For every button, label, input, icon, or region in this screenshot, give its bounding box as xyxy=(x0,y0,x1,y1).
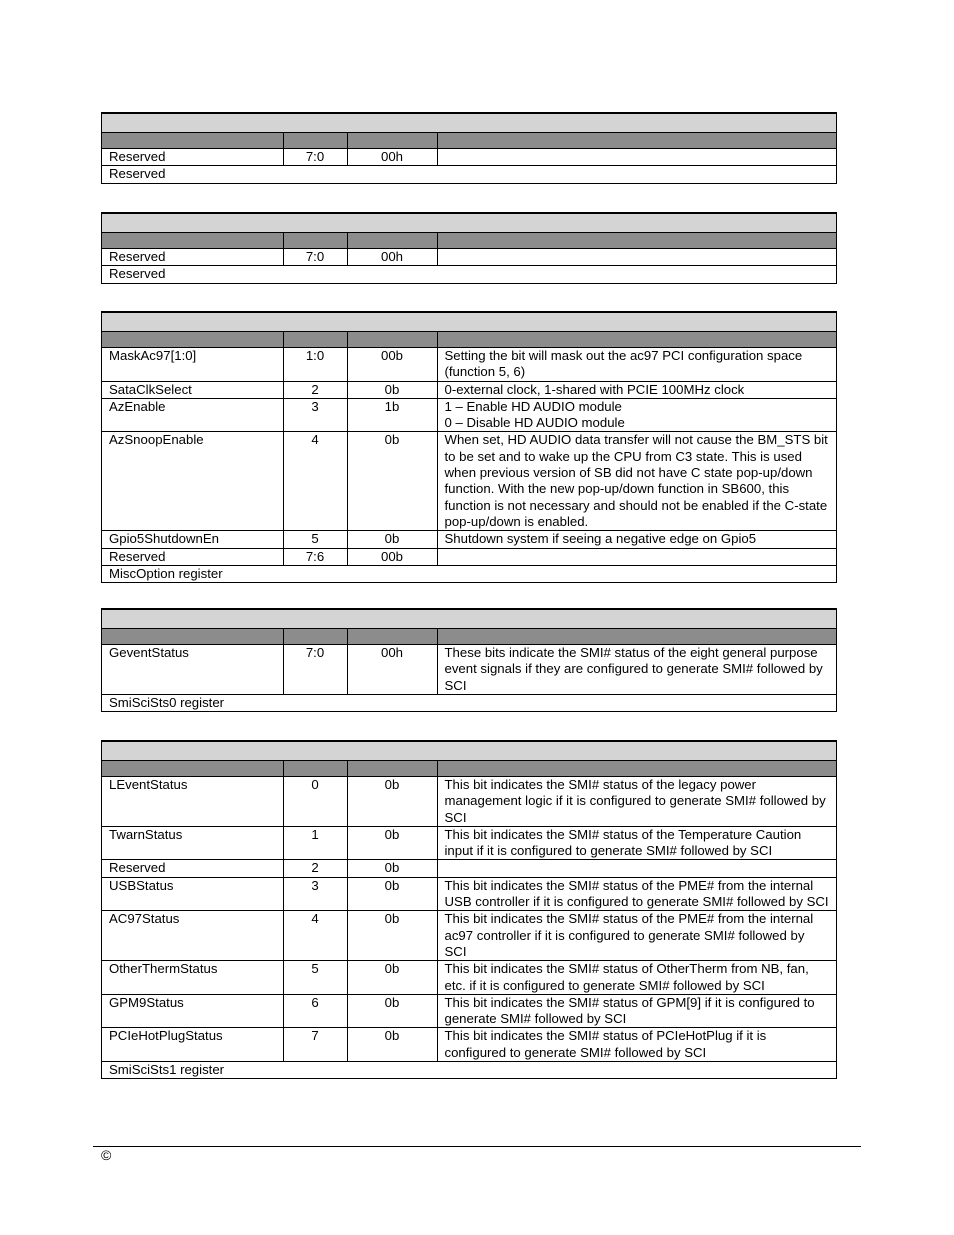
register-name: MiscOption register xyxy=(102,565,836,582)
table-row xyxy=(102,149,836,166)
register-footer-row xyxy=(102,694,836,711)
table-row xyxy=(102,249,836,266)
description-cell: These bits indicate the SMI# status of the eight general purpose event signals if they are configured to generate SMI# followed by SCI xyxy=(437,645,836,695)
description-cell: This bit indicates the SMI# status of PCIeHotPlug if it is configured to generate SMI# followed by SCI xyxy=(437,1028,836,1062)
register-footer-row xyxy=(102,266,836,283)
description-cell xyxy=(437,860,836,877)
column-header-row xyxy=(102,761,836,777)
description-cell: This bit indicates the SMI# status of the PME# from the internal USB controller if it is configured to generate SMI# followed by SCI xyxy=(437,877,836,911)
bits-cell: 3 xyxy=(283,877,347,911)
bits-cell: 1:0 xyxy=(283,348,347,382)
bits-cell: 7:0 xyxy=(283,149,347,166)
register-table-3 xyxy=(101,311,837,583)
register-name: SmiSciSts0 register xyxy=(102,694,836,711)
register-footer-row xyxy=(102,1062,836,1079)
column-header-row xyxy=(102,233,836,249)
default-cell: 00h xyxy=(347,149,437,166)
field-name-cell: Reserved xyxy=(102,860,283,877)
register-table-4 xyxy=(101,608,837,712)
description-cell: This bit indicates the SMI# status of GPM[9] if it is configured to generate SMI# followed by SCI xyxy=(437,994,836,1028)
register-title-bar xyxy=(102,214,836,233)
register-title-bar xyxy=(102,742,836,761)
field-name-cell: GeventStatus xyxy=(102,645,283,695)
description-cell: Shutdown system if seeing a negative edge on Gpio5 xyxy=(437,531,836,548)
field-name-cell: MaskAc97[1:0] xyxy=(102,348,283,382)
bits-cell: 2 xyxy=(283,381,347,398)
field-name-cell: PCIeHotPlugStatus xyxy=(102,1028,283,1062)
default-cell: 0b xyxy=(347,877,437,911)
table-row xyxy=(102,548,836,565)
field-name-cell: Gpio5ShutdownEn xyxy=(102,531,283,548)
default-cell: 0b xyxy=(347,432,437,531)
table-row xyxy=(102,994,836,1028)
field-name-cell: USBStatus xyxy=(102,877,283,911)
description-cell xyxy=(437,249,836,266)
table-row xyxy=(102,531,836,548)
column-header-row xyxy=(102,629,836,645)
field-name-cell: AzSnoopEnable xyxy=(102,432,283,531)
footer-divider xyxy=(93,1146,861,1147)
default-cell: 00h xyxy=(347,645,437,695)
description-cell xyxy=(437,548,836,565)
table-row xyxy=(102,1028,836,1062)
default-cell: 00b xyxy=(347,548,437,565)
table-row xyxy=(102,860,836,877)
table-row xyxy=(102,961,836,995)
table-row xyxy=(102,645,836,695)
bits-cell: 4 xyxy=(283,911,347,961)
table-row xyxy=(102,432,836,531)
default-cell: 0b xyxy=(347,826,437,860)
bits-cell: 0 xyxy=(283,777,347,827)
column-header-row xyxy=(102,332,836,348)
register-name: Reserved xyxy=(102,266,836,283)
register-title-bar xyxy=(102,114,836,133)
register-name: Reserved xyxy=(102,166,836,183)
bits-cell: 5 xyxy=(283,961,347,995)
bits-cell: 7:6 xyxy=(283,548,347,565)
register-footer-row xyxy=(102,166,836,183)
field-name-cell: Reserved xyxy=(102,548,283,565)
register-title-bar xyxy=(102,610,836,629)
register-name: SmiSciSts1 register xyxy=(102,1062,836,1079)
default-cell: 00b xyxy=(347,348,437,382)
default-cell: 0b xyxy=(347,911,437,961)
default-cell: 00h xyxy=(347,249,437,266)
field-name-cell: AzEnable xyxy=(102,398,283,432)
description-cell: When set, HD AUDIO data transfer will not cause the BM_STS bit to be set and to wake up the CPU from C3 state. This is used when previous version of SB did not have C state pop-up/down function. With the new pop-up/down function in SB600, this function is not necessary and should not be enabled if the C-state pop-up/down is enabled. xyxy=(437,432,836,531)
bits-cell: 1 xyxy=(283,826,347,860)
field-name-cell: OtherThermStatus xyxy=(102,961,283,995)
bits-cell: 3 xyxy=(283,398,347,432)
bits-cell: 2 xyxy=(283,860,347,877)
field-name-cell: SataClkSelect xyxy=(102,381,283,398)
table-row xyxy=(102,877,836,911)
field-name-cell: GPM9Status xyxy=(102,994,283,1028)
table-row xyxy=(102,826,836,860)
register-table-2 xyxy=(101,212,837,284)
bits-cell: 7:0 xyxy=(283,249,347,266)
description-cell: 0-external clock, 1-shared with PCIE 100MHz clock xyxy=(437,381,836,398)
field-name-cell: LEventStatus xyxy=(102,777,283,827)
default-cell: 0b xyxy=(347,1028,437,1062)
default-cell: 0b xyxy=(347,860,437,877)
description-cell: This bit indicates the SMI# status of the legacy power management logic if it is configured to generate SMI# followed by SCI xyxy=(437,777,836,827)
default-cell: 0b xyxy=(347,961,437,995)
description-cell xyxy=(437,149,836,166)
bits-cell: 6 xyxy=(283,994,347,1028)
table-row xyxy=(102,348,836,382)
register-title-bar xyxy=(102,313,836,332)
field-name-cell: AC97Status xyxy=(102,911,283,961)
bits-cell: 5 xyxy=(283,531,347,548)
copyright-symbol: © xyxy=(101,1147,112,1163)
bits-cell: 7 xyxy=(283,1028,347,1062)
field-name-cell: Reserved xyxy=(102,149,283,166)
description-cell: 1 – Enable HD AUDIO module 0 – Disable HD AUDIO module xyxy=(437,398,836,432)
table-row xyxy=(102,381,836,398)
default-cell: 0b xyxy=(347,531,437,548)
bits-cell: 7:0 xyxy=(283,645,347,695)
description-cell: This bit indicates the SMI# status of the PME# from the internal ac97 controller if it is configured to generate SMI# followed by SCI xyxy=(437,911,836,961)
description-cell: Setting the bit will mask out the ac97 PCI configuration space (function 5, 6) xyxy=(437,348,836,382)
table-row xyxy=(102,398,836,432)
default-cell: 1b xyxy=(347,398,437,432)
register-table-5 xyxy=(101,740,837,1079)
default-cell: 0b xyxy=(347,381,437,398)
description-cell: This bit indicates the SMI# status of the Temperature Caution input if it is configured to generate SMI# followed by SCI xyxy=(437,826,836,860)
field-name-cell: Reserved xyxy=(102,249,283,266)
default-cell: 0b xyxy=(347,777,437,827)
description-cell: This bit indicates the SMI# status of OtherTherm from NB, fan, etc. if it is configured to generate SMI# followed by SCI xyxy=(437,961,836,995)
bits-cell: 4 xyxy=(283,432,347,531)
register-footer-row xyxy=(102,565,836,582)
field-name-cell: TwarnStatus xyxy=(102,826,283,860)
register-table-1 xyxy=(101,112,837,184)
table-row xyxy=(102,777,836,827)
column-header-row xyxy=(102,133,836,149)
default-cell: 0b xyxy=(347,994,437,1028)
table-row xyxy=(102,911,836,961)
